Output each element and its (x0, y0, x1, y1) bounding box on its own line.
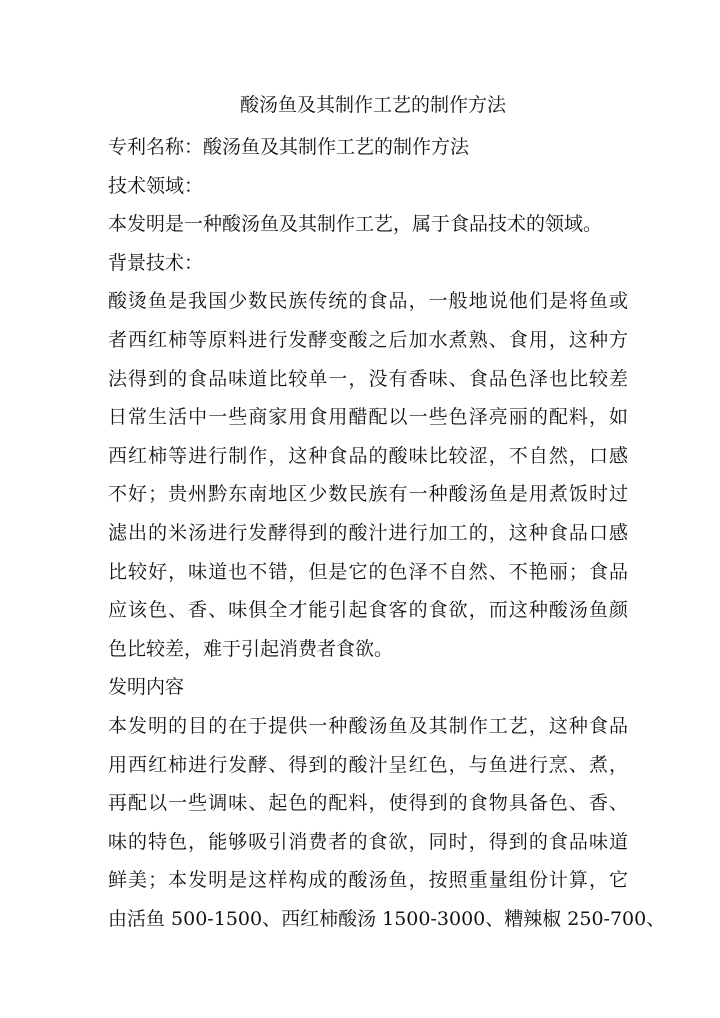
background-text-line: 日常生活中一些商家用食用醋配以一些色泽亮丽的配料，如 (108, 406, 628, 429)
background-text-line: 者西红柿等原料进行发酵变酸之后加水煮熟、食用，这种方 (108, 328, 628, 351)
background-text-line: 应该色、香、味俱全才能引起食客的食欲，而这种酸汤鱼颜 (108, 599, 628, 622)
summary-text-line: 味的特色，能够吸引消费者的食欲，同时，得到的食品味道 (108, 830, 628, 853)
section-heading-background: 背景技术： (108, 251, 204, 274)
patent-name-line: 专利名称：酸汤鱼及其制作工艺的制作方法 (108, 136, 470, 158)
summary-text-line: 鲜美；本发明是这样构成的酸汤鱼，按照重量组份计算，它 (108, 869, 628, 892)
document-title: 酸汤鱼及其制作工艺的制作方法 (239, 94, 506, 116)
background-text-line: 酸烫鱼是我国少数民族传统的食品，一般地说他们是将鱼或 (108, 290, 628, 313)
summary-text-line: 用西红柿进行发酵、得到的酸汁呈红色，与鱼进行烹、煮， (108, 753, 628, 776)
background-text-line: 色比较差，难于引起消费者食欲。 (108, 637, 394, 660)
background-text-line: 比较好，味道也不错，但是它的色泽不自然、不艳丽；食品 (108, 560, 628, 583)
technical-field-text: 本发明是一种酸汤鱼及其制作工艺，属于食品技术的领域。 (108, 213, 603, 236)
background-text-line: 不好；贵州黔东南地区少数民族有一种酸汤鱼是用煮饭时过 (108, 483, 628, 506)
summary-text-line: 再配以一些调味、起色的配料，使得到的食物具备色、香、 (108, 792, 628, 815)
section-heading-technical-field: 技术领域： (108, 174, 204, 197)
summary-text-line: 由活鱼 500-1500、西红柿酸汤 1500-3000、糟辣椒 250-700、 (108, 907, 666, 930)
document-body (108, 92, 666, 938)
section-heading-summary: 发明内容 (108, 676, 185, 699)
summary-text-line: 本发明的目的在于提供一种酸汤鱼及其制作工艺，这种食品 (108, 714, 628, 737)
background-text-line: 西红柿等进行制作，这种食品的酸味比较涩，不自然，口感 (108, 444, 628, 467)
background-text-line: 滤出的米汤进行发酵得到的酸汁进行加工的，这种食品口感 (108, 521, 628, 544)
background-text-line: 法得到的食品味道比较单一，没有香味、食品色泽也比较差 (108, 367, 628, 390)
